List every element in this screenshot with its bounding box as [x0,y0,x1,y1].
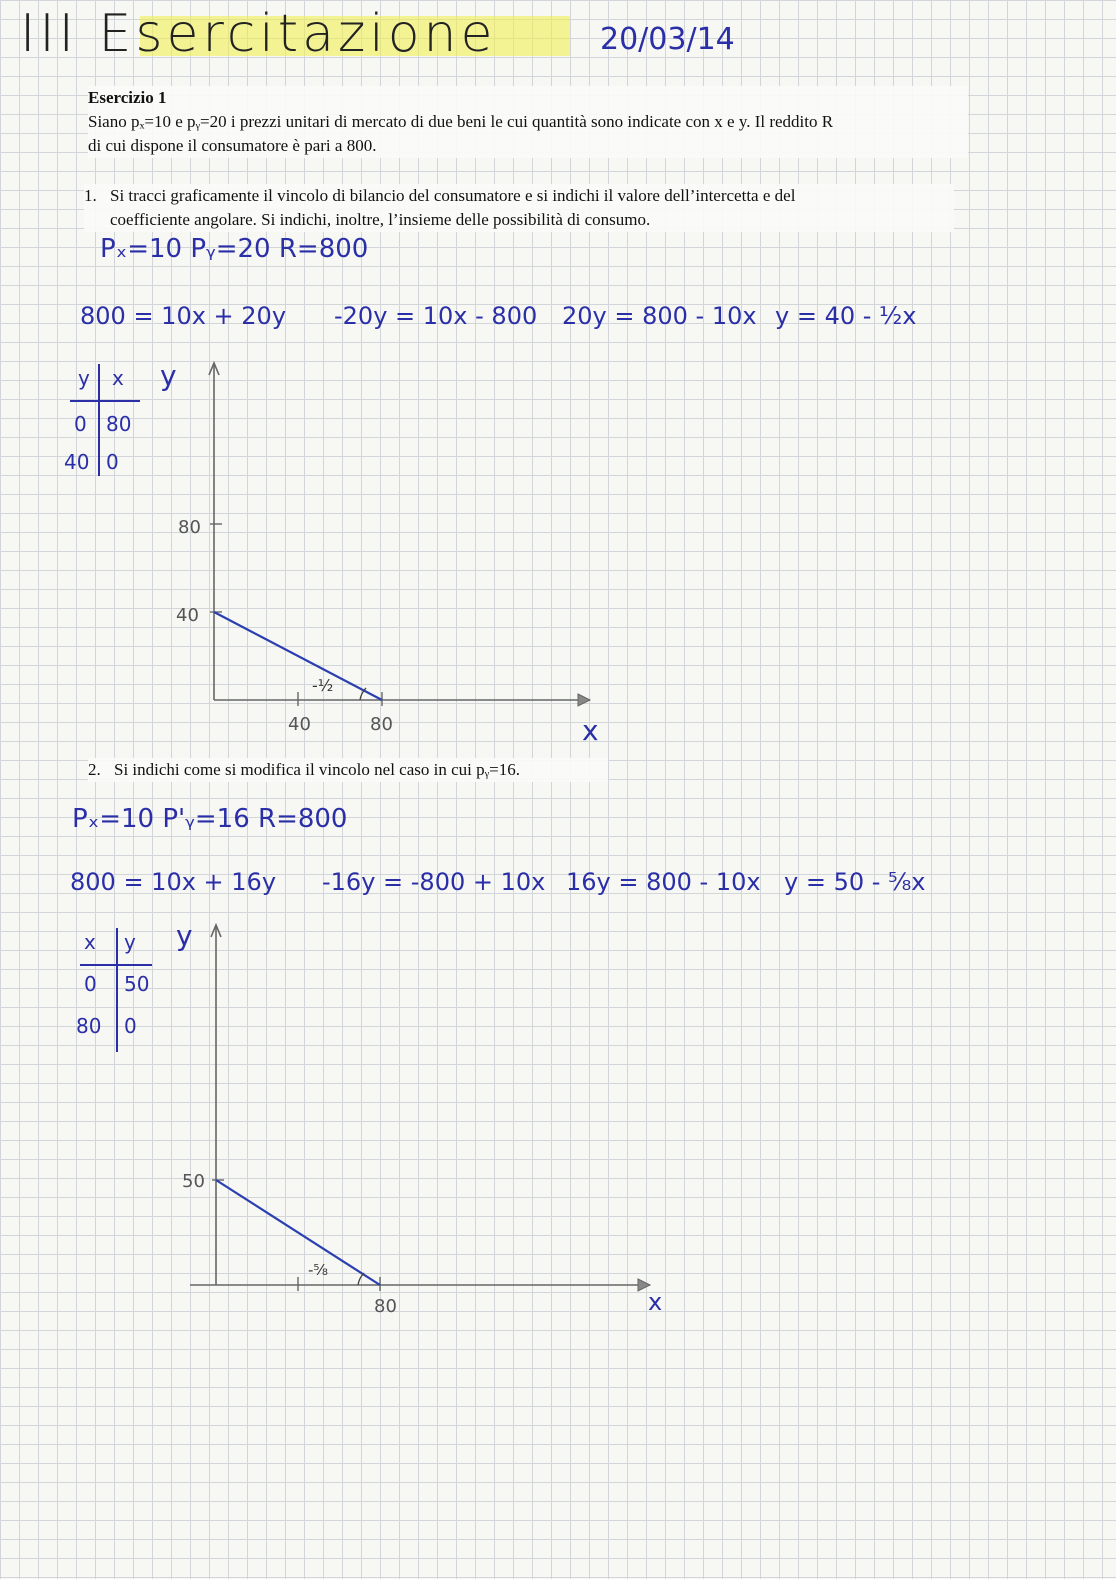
exercise-heading: Esercizio 1 [88,88,167,107]
question1-block [84,184,954,232]
q1-y-tick-label: 80 [178,517,201,538]
q1-params: Pₓ=10 Pᵧ=20 R=800 [100,234,369,264]
question1-line1: Si tracci graficamente il vincolo di bilancio del consumatore e si indichi il valore dell’intercetta e del [110,186,796,205]
q1-table-header-x: x [112,366,124,390]
page-title [20,4,497,64]
q2-y-tick-label: 50 [182,1171,205,1192]
slope-angle-arc [358,1273,364,1285]
q1-table-cell: 0 [74,412,87,436]
q1-eq2: -20y = 10x - 800 [334,302,538,330]
exercise-intro-line1: Siano pₓ=10 e pᵧ=20 i prezzi unitari di mercato di due beni le cui quantità sono indicate con x e y. Il reddito R [88,112,834,131]
date: 20/03/14 [600,22,735,57]
q1-eq4: y = 40 - ½x [775,302,917,330]
budget-line [216,1180,380,1285]
q2-table-header-x: x [84,930,96,954]
q1-slope-label: -½ [312,676,334,695]
q2-axes [190,925,650,1291]
q2-value-table [76,924,156,1054]
q2-eq1: 800 = 10x + 16y [70,868,277,896]
q1-table-cell: 0 [106,450,119,474]
q2-x-axis-label: x [648,1288,663,1316]
q1-table-cell: 80 [106,412,132,436]
q2-table-vline [116,928,118,1052]
question2-block [88,758,608,782]
q1-table-vline [98,364,100,476]
q2-y-axis-label: y [176,919,193,952]
exercise-block [88,86,968,158]
title-text: III Esercitazione [20,4,497,64]
q2-table-cell: 0 [84,972,97,996]
q1-y-tick-label: 40 [176,605,199,626]
q1-graph [150,355,620,750]
q1-value-table [64,360,144,480]
q1-x-tick-label: 40 [288,714,311,735]
q2-table-cell: 0 [124,1014,137,1038]
x-axis-arrow [578,694,590,706]
q1-eq1: 800 = 10x + 20y [80,302,287,330]
q1-table-hline [70,400,140,402]
q2-x-tick-label: 80 [374,1296,397,1317]
q2-eq3: 16y = 800 - 10x [566,868,761,896]
question2-number: 2. [88,760,101,779]
q1-axes [209,363,590,706]
q2-eq4: y = 50 - ⁵⁄₈x [784,868,926,896]
exercise-intro-line2: di cui dispone il consumatore è pari a 800. [88,136,377,155]
q1-y-axis-label: y [160,359,177,392]
q2-table-header-y: y [124,930,136,954]
q1-table-header-y: y [78,366,90,390]
q1-table-cell: 40 [64,450,90,474]
question2-line1: Si indichi come si modifica il vincolo nel caso in cui pᵧ=16. [114,760,520,779]
q1-x-tick-label: 80 [370,714,393,735]
q2-slope-label: -⁵⁄₈ [308,1261,328,1279]
q1-x-axis-label: x [582,714,599,747]
q2-eq2: -16y = -800 + 10x [322,868,546,896]
question1-number: 1. [84,186,97,205]
q1-eq3: 20y = 800 - 10x [562,302,757,330]
q2-table-hline [80,964,152,966]
q2-params: Pₓ=10 P'ᵧ=16 R=800 [72,804,348,834]
budget-line [214,612,382,700]
q2-graph [150,915,680,1325]
q2-table-cell: 80 [76,1014,102,1038]
q2-table-cell: 50 [124,972,150,996]
question1-line2: coefficiente angolare. Si indichi, inoltre, l’insieme delle possibilità di consumo. [110,210,651,229]
